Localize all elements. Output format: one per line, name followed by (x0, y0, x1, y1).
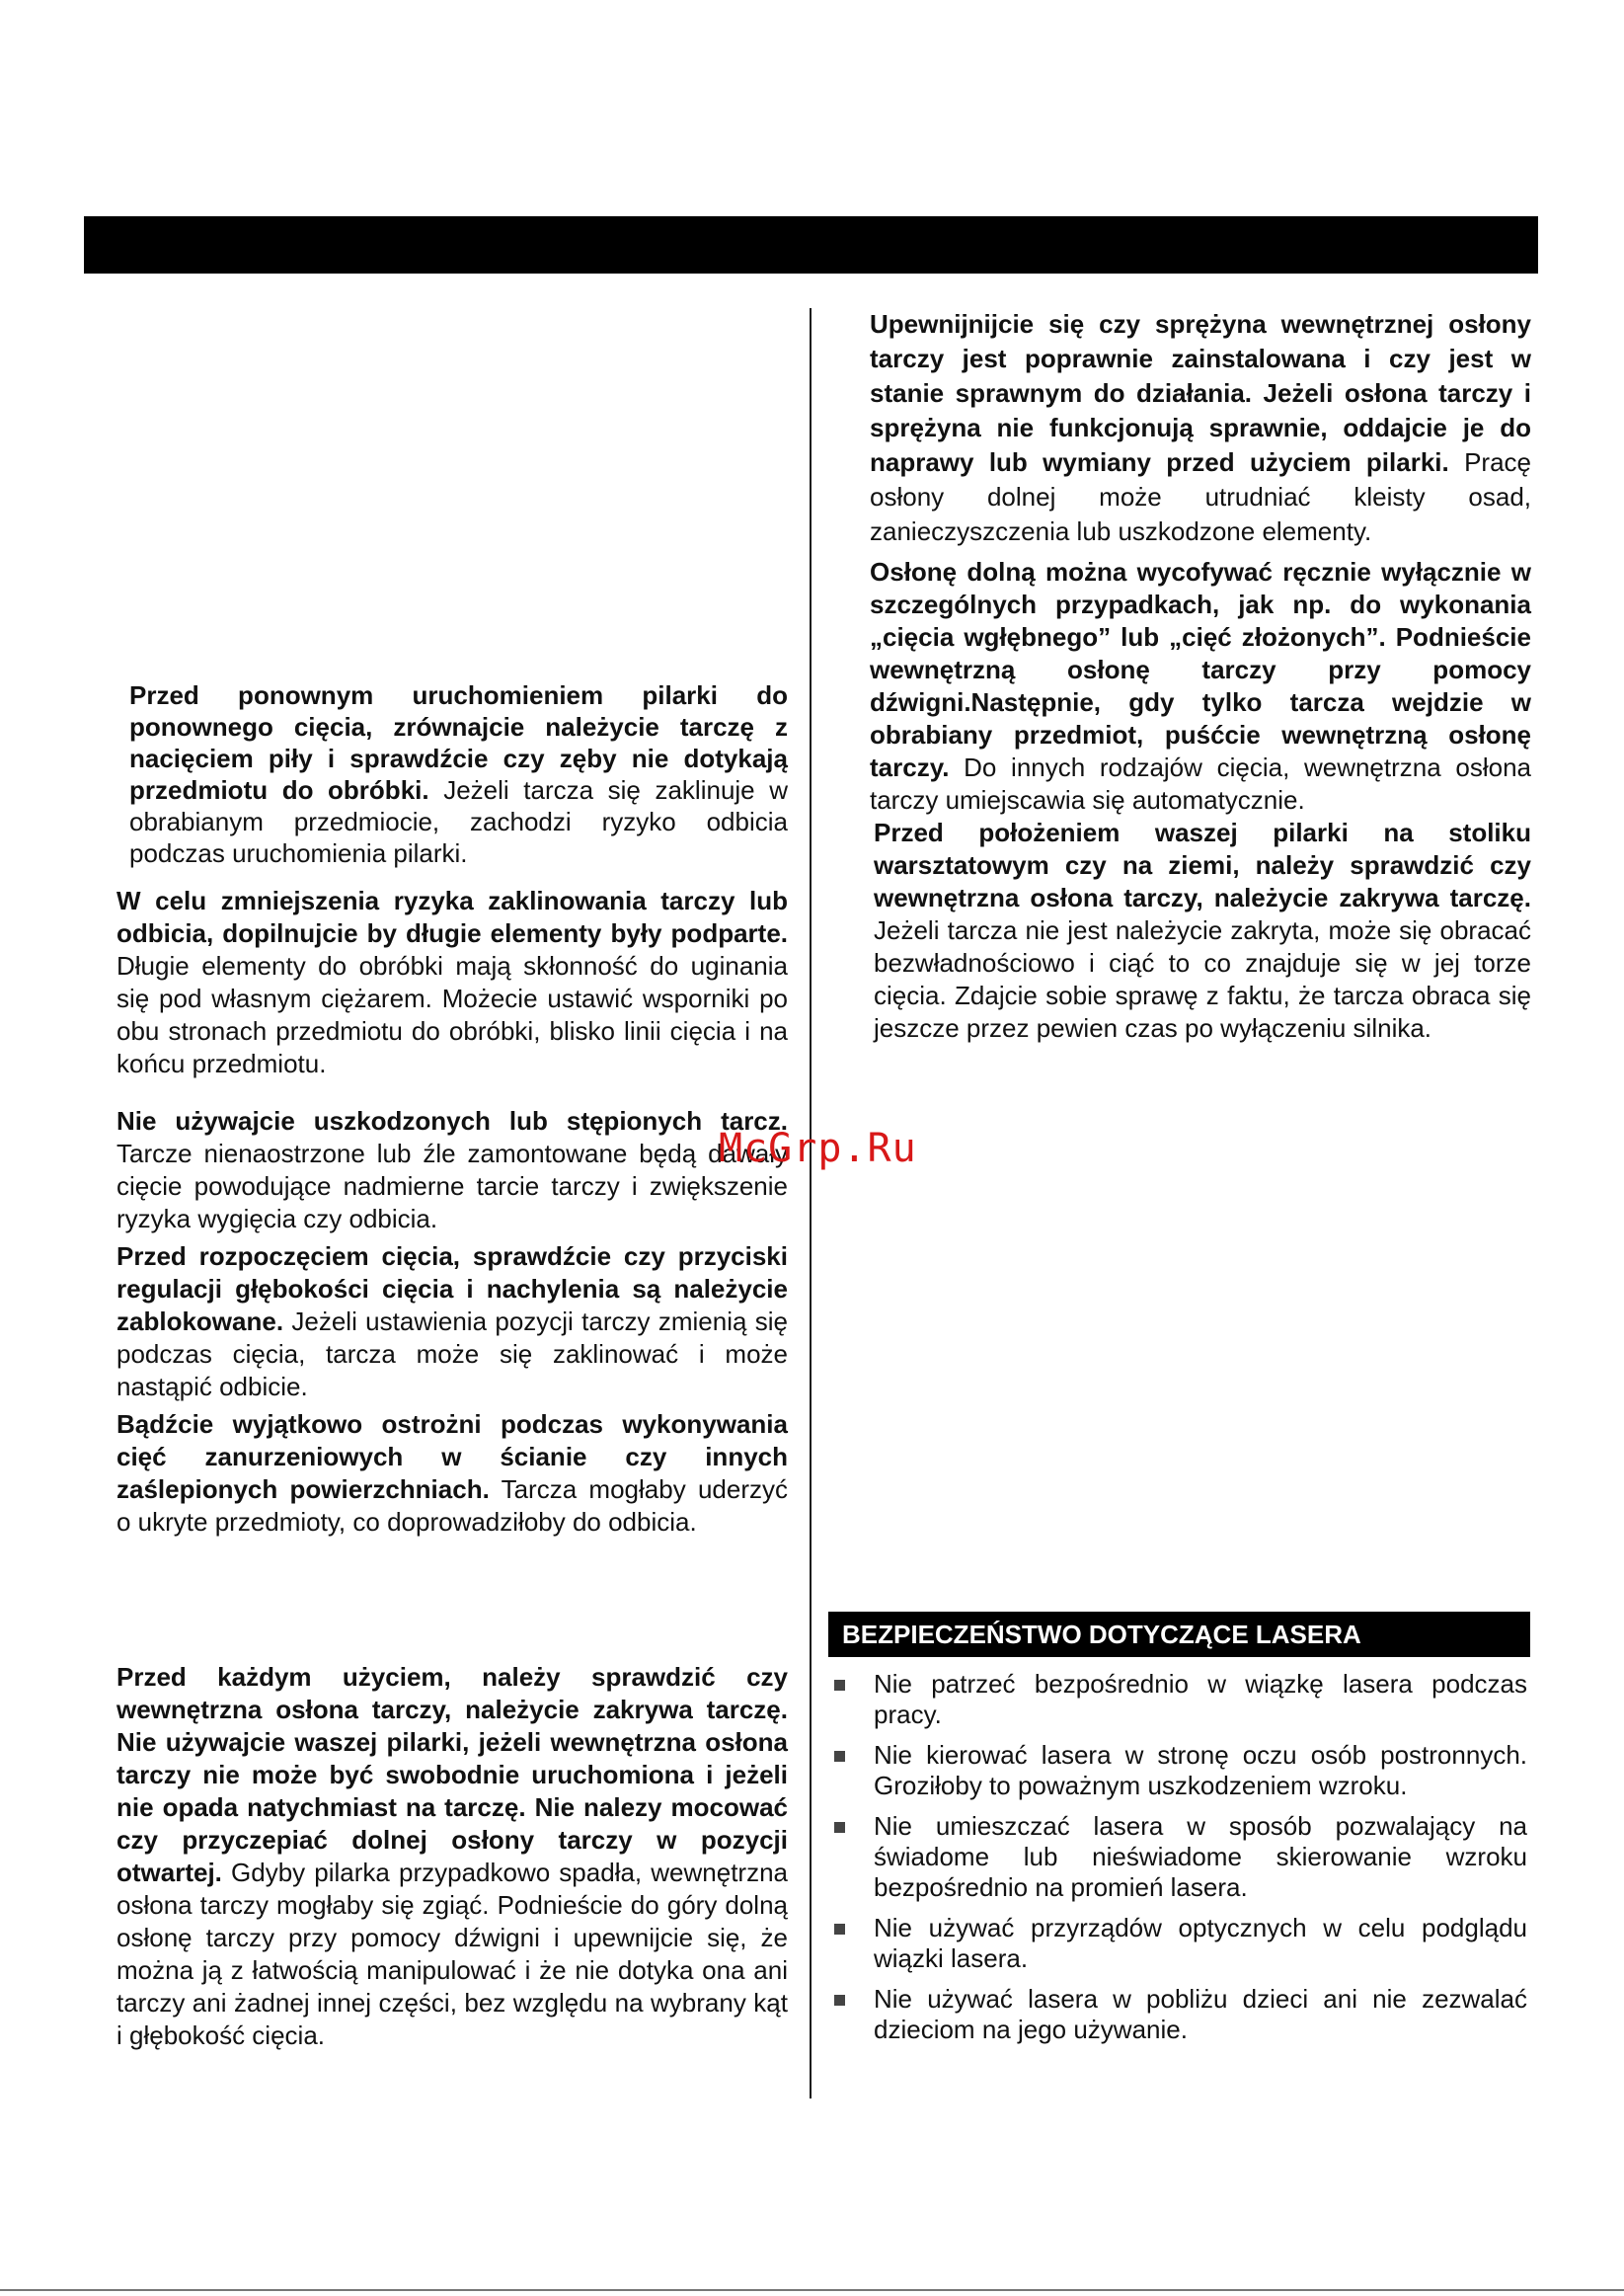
list-item: Nie umieszczać lasera w sposób pozwalający na świadome lub nieświadome skierowanie wzroku bezpośrednio na promień lasera. (834, 1811, 1527, 1903)
paragraph-before-placing-saw: Przed położeniem waszej pilarki na stoliku warsztatowym czy na ziemi, należy sprawdzić czy wewnętrzna osłona tarczy, należycie zakrywa tarczę. Jeżeli tarcza nie jest należycie zakryta, może się obracać bezwładnościowo i ciąć to co znajduje się w jej torze cięcia. Zdajcie sobie sprawę z faktu, że tarcza obraca się jeszcze przez pewien czas po wyłączeniu silnika. (874, 818, 1531, 1043)
watermark: McGrp.Ru (719, 1126, 917, 1171)
bullet-square-icon (834, 1751, 845, 1762)
list-item: Nie patrzeć bezpośrednio w wiązkę lasera podczas pracy. (834, 1669, 1527, 1730)
header-bar (84, 216, 1538, 274)
paragraph-damaged-blades: Nie używajcie uszkodzonych lub stępionych tarcz. Tarcze nienaostrzone lub źle zamontowane będą dawały cięcie powodujące nadmierne tarcie tarczy i zwiększenie ryzyka wygięcia czy odbicia. (116, 1106, 788, 1233)
bullet-square-icon (834, 1680, 845, 1691)
list-item: Nie kierować lasera w stronę oczu osób postronnych. Groziłoby to poważnym uszkodzeniem wzroku. (834, 1740, 1527, 1801)
bullet-square-icon (834, 1924, 845, 1935)
laser-section-title: BEZPIECZEŃSTWO DOTYCZĄCE LASERA (828, 1612, 1530, 1657)
list-item: Nie używać przyrządów optycznych w celu podglądu wiązki lasera. (834, 1913, 1527, 1974)
paragraph-guard-spring: Upewnijnijcie się czy sprężyna wewnętrznej osłony tarczy jest poprawnie zainstalowana i czy jest w stanie sprawnym do działania. Jeżeli osłona tarczy i sprężyna nie funkcjonują sprawnie, oddajcie je do naprawy lub wymiany przed użyciem pilarki. Pracę osłony dolnej może utrudniać kleisty osad, zanieczyszczenia lub uszkodzone elementy. (870, 309, 1531, 546)
paragraph-manual-guard-retract: Osłonę dolną można wycofywać ręcznie wyłącznie w szczególnych przypadkach, jak np. do wykonania „cięcia wgłębnego” lub „cięć złożonych”. Podnieście wewnętrzną osłonę tarczy przy pomocy dźwigni.Następnie, gdy tylko tarcza wejdzie w obrabiany przedmiot, puśćcie wewnętrzną osłonę tarczy. Do innych rodzajów cięcia, wewnętrzna osłona tarczy umiejscawia się automatycznie. (870, 557, 1531, 815)
page-bottom-rule (0, 2289, 1624, 2291)
paragraph-plunge-cuts: Bądźcie wyjątkowo ostrożni podczas wykonywania cięć zanurzeniowych w ścianie czy innych zaślepionych powierzchniach. Tarcza mogłaby uderzyć o ukryte przedmioty, co doprowadziłoby do odbicia. (116, 1409, 788, 1537)
paragraph-inner-guard-check: Przed każdym użyciem, należy sprawdzić czy wewnętrzna osłona tarczy, należycie zakrywa tarczę. Nie używajcie waszej pilarki, jeżeli wewnętrzna osłona tarczy nie może być swobodnie uruchomiona i jeżeli nie opada natychmiast na tarczę. Nie nalezy mocować czy przyczepiać dolnej osłony tarczy w pozycji otwartej. Gdyby pilarka przypadkowo spadła, wewnętrzna osłona tarczy mogłaby się zgiąć. Podnieście do góry dolną osłonę tarczy przy pomocy dźwigni i upewnijcie się, że można ją z łatwością manipulować i że nie dotyka ona ani tarczy ani żadnej innej części, bez względu na wybrany kąt i głębokość cięcia. (116, 1662, 788, 2050)
column-divider (810, 308, 812, 2098)
bullet-square-icon (834, 1995, 845, 2006)
list-item: Nie używać lasera w pobliżu dzieci ani nie zezwalać dzieciom na jego używanie. (834, 1984, 1527, 2045)
paragraph-realign-blade: Przed ponownym uruchomieniem pilarki do ponownego cięcia, zrównajcie należycie tarczę z nacięciem piły i sprawdźcie czy zęby nie dotykają przedmiotu do obróbki. Jeżeli tarcza się zaklinuje w obrabianym przedmiocie, zachodzi ryzyko odbicia podczas uruchomienia pilarki. (129, 680, 789, 868)
paragraph-depth-bevel-locks: Przed rozpoczęciem cięcia, sprawdźcie czy przyciski regulacji głębokości cięcia i nachylenia są należycie zablokowane. Jeżeli ustawienia pozycji tarczy zmienią się podczas cięcia, tarcza może się zaklinować i może nastąpić odbicie. (116, 1241, 788, 1401)
bullet-square-icon (834, 1822, 845, 1833)
laser-safety-list (834, 1669, 1527, 2055)
paragraph-support-long-elements: W celu zmniejszenia ryzyka zaklinowania tarczy lub odbicia, dopilnujcie by długie elementy były podparte. Długie elementy do obróbki mają skłonność do uginania się pod własnym ciężarem. Możecie ustawić wsporniki po obu stronach przedmiotu do obróbki, blisko linii cięcia i na końcu przedmiotu. (116, 886, 788, 1078)
